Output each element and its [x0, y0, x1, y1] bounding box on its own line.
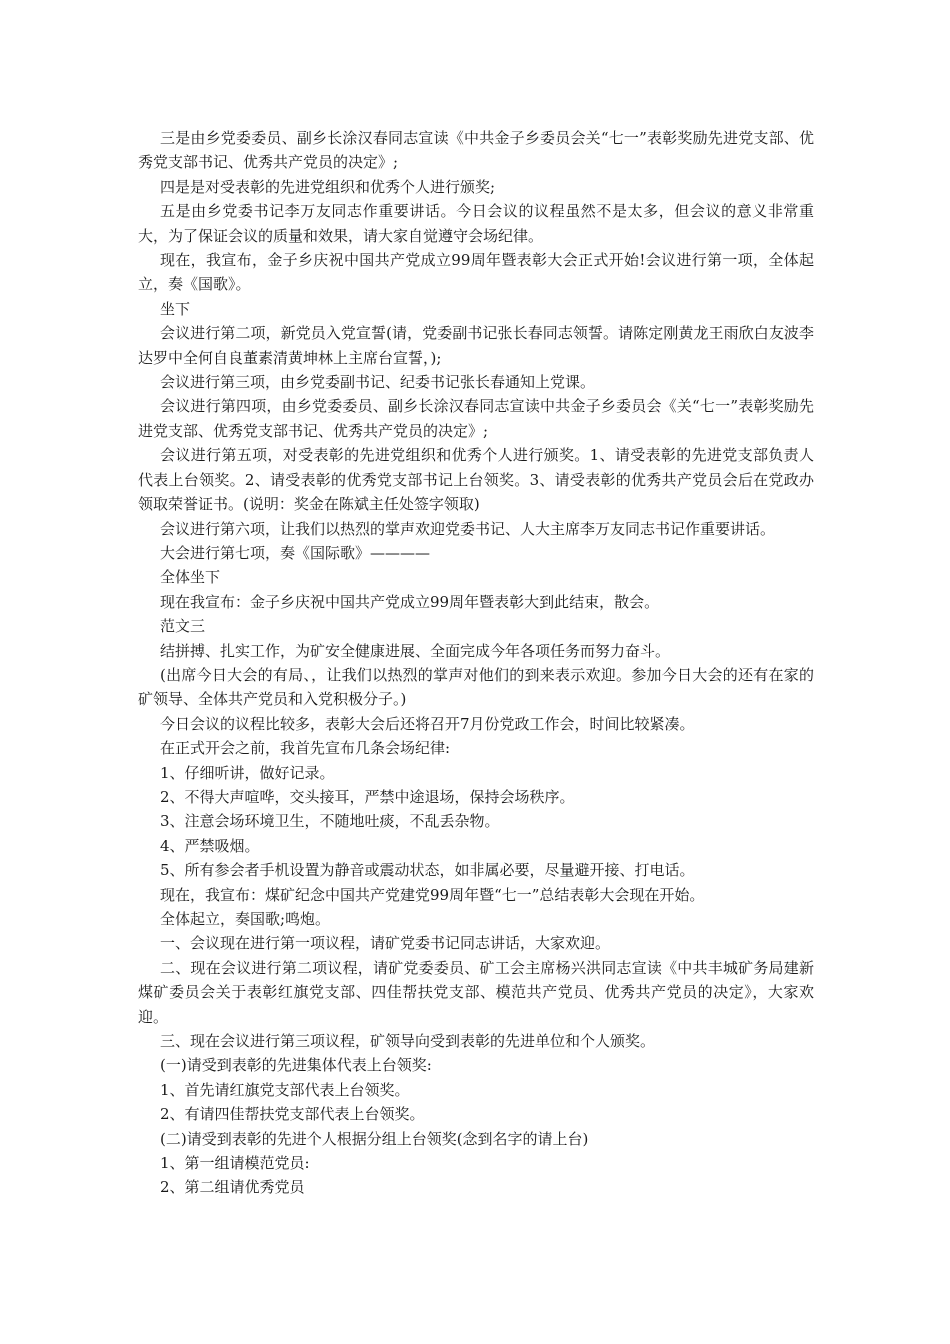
paragraph: 会议进行第四项，由乡党委委员、副乡长涂汉春同志宣读中共金子乡委员会《关“七一”表彰奖励先进党支部、优秀党支部书记、优秀共产党员的决定》; [138, 397, 814, 440]
section-heading: 范文三 [160, 617, 206, 636]
paragraph: (一)请受到表彰的先进集体代表上台领奖: [160, 1056, 432, 1075]
list-item: 2、第二组请优秀党员 [160, 1178, 305, 1197]
list-item: 5、所有参会者手机设置为静音或震动状态，如非属必要，尽量避开接、打电话。 [160, 861, 695, 880]
paragraph: 会议进行第六项，让我们以热烈的掌声欢迎党委书记、人大主席李万友同志书记作重要讲话。 [160, 519, 776, 538]
paragraph: 在正式开会之前，我首先宣布几条会场纪律: [160, 739, 451, 758]
list-item: 3、注意会场环境卫生，不随地吐痰，不乱丢杂物。 [160, 812, 500, 831]
paragraph: 全体起立，奏国歌;鸣炮。 [160, 910, 331, 928]
paragraph: 现在，我宣布：煤矿纪念中国共产党建党99周年暨“七一”总结表彰大会现在开始。 [160, 885, 705, 904]
paragraph: 五是由乡党委书记李万友同志作重要讲话。今日会议的议程虽然不是太多，但会议的意义非常重大，为了保证会议的质量和效果，请大家自觉遵守会场纪律。 [138, 202, 814, 245]
list-item: 1、第一组请模范党员: [160, 1154, 310, 1173]
paragraph: 一、会议现在进行第一项议程，请矿党委书记同志讲话，大家欢迎。 [160, 934, 611, 953]
document-page [138, 126, 814, 1200]
paragraph: 现在我宣布：金子乡庆祝中国共产党成立99周年暨表彰大到此结束，散会。 [160, 592, 660, 611]
list-item: 4、严禁吸烟。 [160, 836, 260, 855]
paragraph: 坐下 [160, 299, 191, 318]
paragraph: 会议进行第二项，新党员入党宣誓(请，党委副书记张长春同志领誓。请陈定刚黄龙王雨欣白友波李达罗中全何自良董素清黄坤林上主席台宣誓，); [138, 324, 814, 367]
paragraph: 二、现在会议进行第二项议程，请矿党委委员、矿工会主席杨兴洪同志宣读《中共丰城矿务局建新煤矿委员会关于表彰红旗党支部、四佳帮扶党支部、模范共产党员、优秀共产党员的决定》，大家欢迎。 [138, 958, 814, 1026]
paragraph: 三是由乡党委委员、副乡长涂汉春同志宣读《中共金子乡委员会关“七一”表彰奖励先进党支部、优秀党支部书记、优秀共产党员的决定》; [138, 129, 814, 172]
paragraph: 会议进行第五项，对受表彰的先进党组织和优秀个人进行颁奖。1、请受表彰的先进党支部负责人代表上台领奖。2、请受表彰的优秀党支部书记上台领奖。3、请受表彰的优秀共产党员会后在党政办领取荣誉证书。(说明：奖金在陈斌主任处签字领取) [138, 446, 814, 514]
paragraph: 大会进行第七项，奏《国际歌》———— [160, 543, 431, 562]
list-item: 1、仔细听讲，做好记录。 [160, 763, 335, 782]
paragraph: 三、现在会议进行第三项议程，矿领导向受到表彰的先进单位和个人颁奖。 [160, 1032, 656, 1051]
paragraph: 现在，我宣布，金子乡庆祝中国共产党成立99周年暨表彰大会正式开始!会议进行第一项，全体起立，奏《国歌》。 [138, 251, 814, 294]
list-item: 1、首先请红旗党支部代表上台领奖。 [160, 1080, 410, 1099]
paragraph: 全体坐下 [160, 568, 221, 587]
paragraph: 四是是对受表彰的先进党组织和优秀个人进行颁奖; [160, 177, 496, 196]
paragraph: 会议进行第三项，由乡党委副书记、纪委书记张长春通知上党课。 [160, 373, 596, 392]
list-item: 2、不得大声喧哗，交头接耳，严禁中途退场，保持会场秩序。 [160, 787, 575, 806]
list-item: 2、有请四佳帮扶党支部代表上台领奖。 [160, 1105, 425, 1124]
paragraph: 结拼搏、扎实工作，为矿安全健康进展、全面完成今年各项任务而努力奋斗。 [160, 641, 671, 660]
paragraph: 今日会议的议程比较多，表彰大会后还将召开7月份党政工作会，时间比较紧凑。 [160, 714, 695, 733]
paragraph: (二)请受到表彰的先进个人根据分组上台领奖(念到名字的请上台) [160, 1129, 589, 1148]
paragraph: (出席今日大会的有局、，让我们以热烈的掌声对他们的到来表示欢迎。参加今日大会的还有在家的矿领导、全体共产党员和入党积极分子。) [138, 665, 814, 709]
